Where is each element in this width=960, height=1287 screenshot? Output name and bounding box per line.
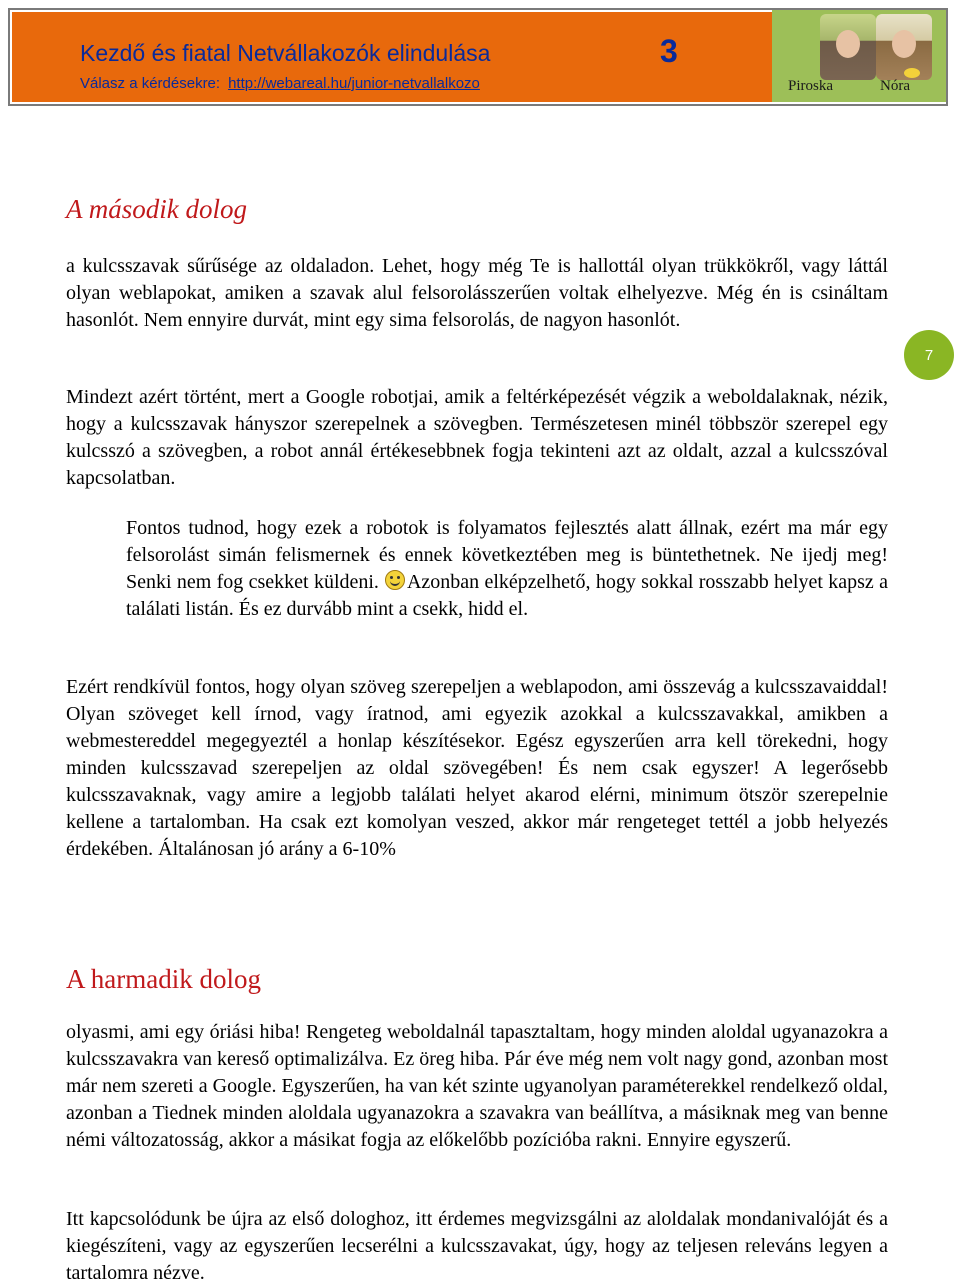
- section-heading-harmadik: A harmadik dolog: [66, 964, 261, 994]
- smiley-icon: [385, 570, 405, 590]
- author-photo-piroska: [820, 14, 876, 80]
- indented-text-after: Azonban elképzelhető, hogy sokkal rosszabb helyet kapsz a találati listán. És ez durvább mint a csekk, hidd el.: [126, 571, 888, 620]
- section-heading-masodik: A második dolog: [66, 194, 247, 224]
- header-title: Kezdő és fiatal Netvállakozók elindulása: [80, 40, 491, 66]
- paragraph-same-keywords: olyasmi, ami egy óriási hiba! Rengeteg weboldalnál tapasztaltam, hogy minden aloldal ugyanazokra a kulcsszavakra van kereső optimalizálva. Ez öreg hiba. Pár éve még nem volt nagy gond, azonban most már nem szereti a Google. Egyszerűen, ha van két szinte ugyanolyan paraméterekkel rendelkező oldal, azonban a Tiednek minden aloldala ugyanazokra a szavakra van beállítva, a másiknak meg van benne némi változatosság, akkor a másikat fogja az előkelőbb pozícióba rakni. Ennyire egyszerű.: [66, 1021, 888, 1151]
- header-subtitle-label: Válasz a kérdésekre:: [80, 75, 221, 92]
- author-photos: [772, 10, 946, 102]
- paragraph-subpages: Itt kapcsolódunk be újra az első dologhoz, itt érdemes megvizsgálni az aloldalak mondanivalóját és a kiegészíteni, vagy az egyszerűen lecserélni a kulcsszavakat, úgy, hogy az teljesen releváns legyen a tartalomra nézve.: [66, 1208, 888, 1284]
- author-name-nora: Nóra: [880, 78, 910, 94]
- paragraph-keyword-density: a kulcsszavak sűrűsége az oldaladon. Lehet, hogy még Te is hallottál olyan trükkökről, vagy láttál olyan weblapokat, amiken a szavak alul felsorolásszerűen voltak elhelyezve. Még én is csináltam hasonlót. Nem ennyire durvát, mint egy sima felsorolás, de nagyon hasonlót.: [66, 255, 888, 331]
- indented-text-before: Fontos tudnod, hogy ezek a robotok is folyamatos fejlesztés alatt állnak, ezért ma már egy felsorolást simán felismernek és ennek következtében meg is büntethetnek. Ne ijedj meg! Senki nem fog csekket küldeni.: [126, 517, 888, 593]
- paragraph-keyword-ratio: Ezért rendkívül fontos, hogy olyan szöveg szerepeljen a weblapodon, ami összevág a kulcsszavaiddal! Olyan szöveget kell írnod, vagy íratnod, ami egyezik azokkal a kulcsszavakkal, amikben a webmestereddel megegyeztél a honlap készítésekor. Egész egyszerűen arra kell törekedni, hogy minden kulcsszavad szerepeljen az oldal szövegében! És nem csak egyszer! A legerősebb kulcsszavaknak, vagy amire a legjobb találati helyet akarod elérni, minimum ötször szerepelnie kellene a tartalomban. Ha csak ezt komolyan veszed, akkor már rengeteget tettél a jobb helyezés érdekében. Általánosan jó arány a 6-10%: [66, 676, 888, 860]
- paragraph-indented-note: [126, 515, 888, 623]
- issue-number: 3: [660, 33, 678, 69]
- header-subtitle: [80, 75, 480, 92]
- header-url-link[interactable]: http://webareal.hu/junior-netvallalkozo: [228, 75, 480, 92]
- flower-decoration: [904, 68, 920, 78]
- author-name-piroska: Piroska: [788, 78, 833, 94]
- page-number-badge: 7: [904, 330, 954, 380]
- paragraph-google-robots: Mindezt azért történt, mert a Google robotjai, amik a feltérképezését végzik a weboldalaknak, nézik, hogy a kulcsszavak hányszor szerepelnek a szövegben. Természetesen minél többször szerepel egy kulcsszó a szövegben, a robot annál értékesebbnek fogja tekinteni azt az oldalt, azzal a kulcsszóval kapcsolatban.: [66, 386, 888, 489]
